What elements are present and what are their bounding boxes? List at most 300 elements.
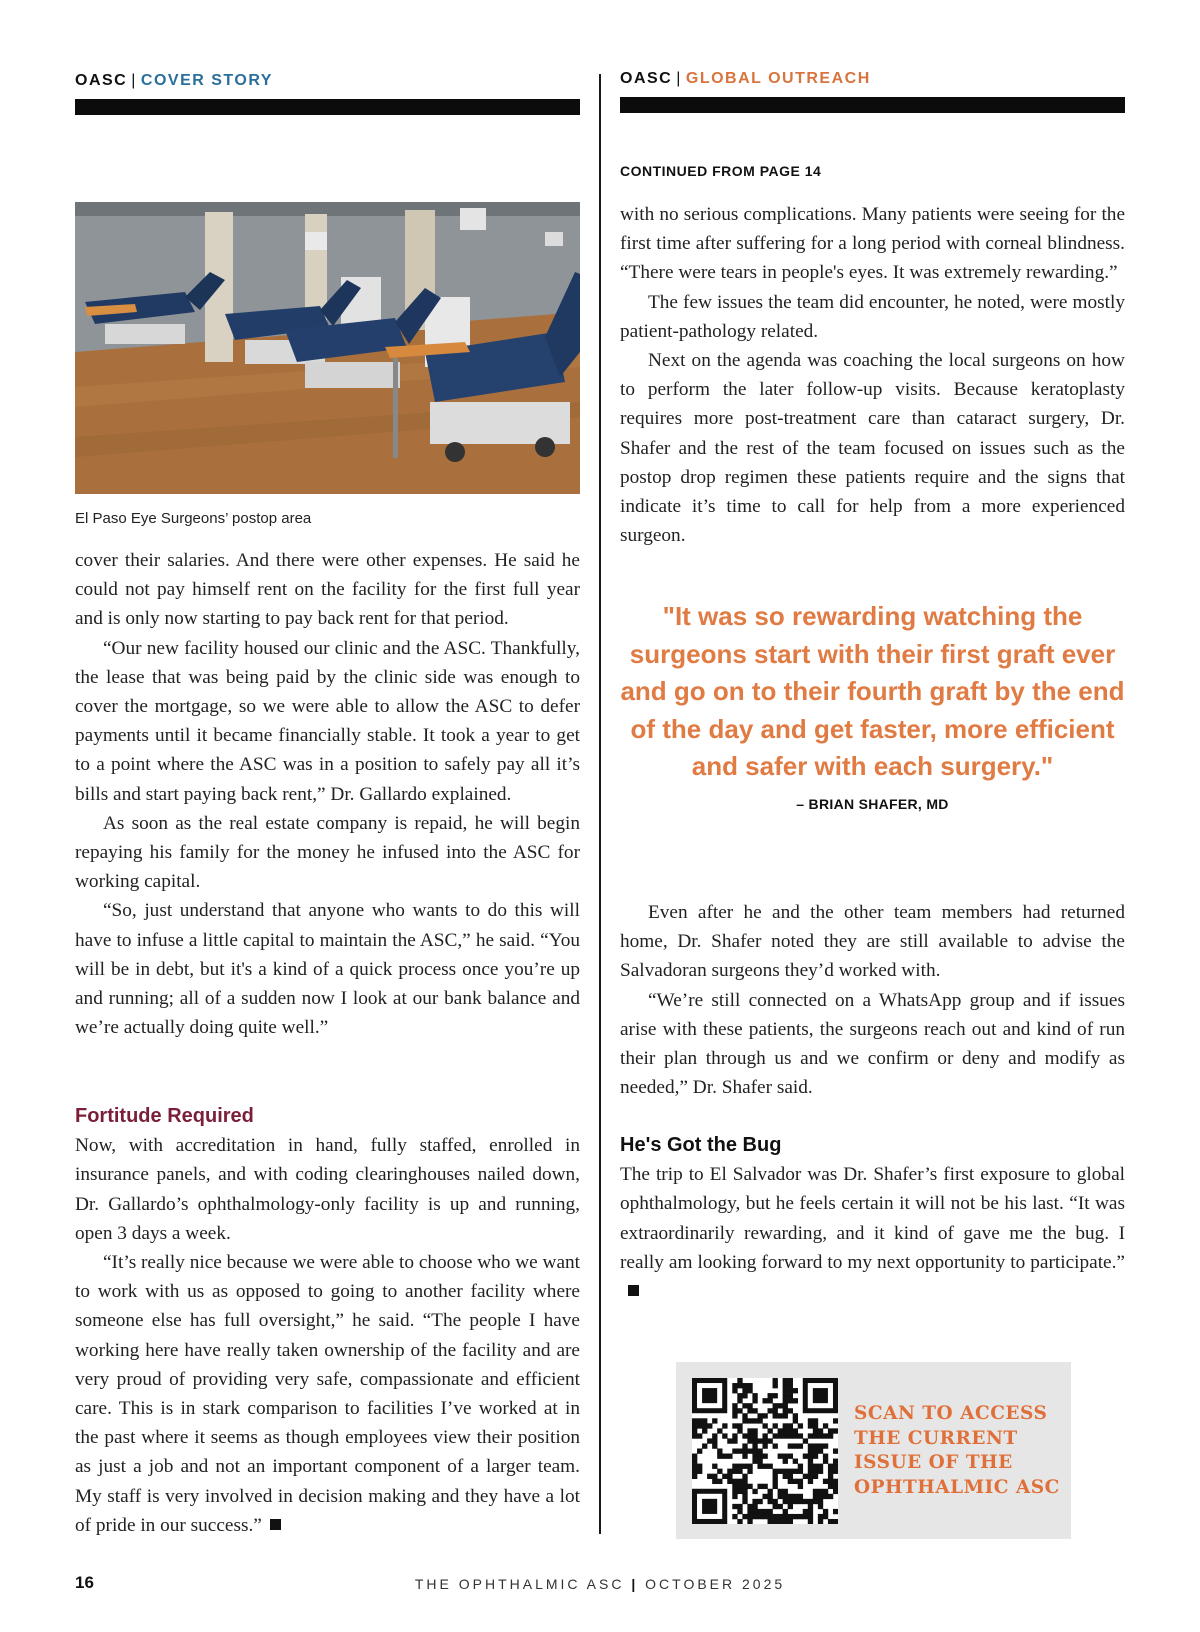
qr-module <box>757 1454 762 1459</box>
qr-module <box>702 1428 707 1433</box>
pull-quote-attribution: – BRIAN SHAFER, MD <box>796 795 949 812</box>
qr-module <box>742 1479 747 1484</box>
right-paragraph-6 <box>620 1160 1125 1306</box>
right-header-separator: | <box>676 70 682 87</box>
qr-module <box>692 1454 697 1459</box>
qr-module <box>747 1433 752 1438</box>
qr-module <box>773 1423 778 1428</box>
qr-module <box>727 1454 732 1459</box>
qr-module <box>742 1454 747 1459</box>
qr-module <box>732 1383 737 1388</box>
continued-from-label: CONTINUED FROM PAGE 14 <box>620 163 822 179</box>
qr-module <box>742 1514 747 1519</box>
qr-module <box>742 1388 747 1393</box>
qr-module <box>833 1479 838 1484</box>
qr-module <box>783 1413 788 1418</box>
qr-module <box>747 1464 752 1469</box>
qr-module <box>773 1413 778 1418</box>
qr-module <box>808 1479 813 1484</box>
qr-module <box>762 1443 767 1448</box>
qr-module <box>793 1413 798 1418</box>
qr-module <box>783 1423 788 1428</box>
qr-module <box>732 1408 737 1413</box>
qr-module <box>788 1423 793 1428</box>
qr-module <box>813 1499 818 1504</box>
qr-module <box>808 1459 813 1464</box>
qr-module <box>717 1428 722 1433</box>
qr-module <box>798 1499 803 1504</box>
qr-module <box>752 1428 757 1433</box>
qr-module <box>793 1433 798 1438</box>
qr-module <box>778 1413 783 1418</box>
qr-module <box>813 1428 818 1433</box>
qr-module <box>828 1464 833 1469</box>
qr-module <box>768 1519 773 1524</box>
qr-module <box>808 1433 813 1438</box>
qr-module <box>803 1438 808 1443</box>
qr-module <box>732 1489 737 1494</box>
qr-module <box>808 1448 813 1453</box>
qr-module <box>818 1428 823 1433</box>
qr-module <box>833 1459 838 1464</box>
qr-module <box>742 1494 747 1499</box>
qr-module <box>788 1398 793 1403</box>
qr-module <box>742 1489 747 1494</box>
qr-module <box>793 1514 798 1519</box>
qr-module <box>818 1504 823 1509</box>
qr-module <box>747 1469 752 1474</box>
qr-module <box>783 1469 788 1474</box>
qr-module <box>773 1514 778 1519</box>
qr-module <box>798 1423 803 1428</box>
qr-module <box>788 1388 793 1393</box>
qr-module <box>828 1519 833 1524</box>
qr-module <box>823 1494 828 1499</box>
qr-module <box>702 1423 707 1428</box>
qr-module <box>773 1443 778 1448</box>
qr-module <box>773 1484 778 1489</box>
qr-module <box>732 1413 737 1418</box>
qr-module <box>798 1514 803 1519</box>
qr-module <box>833 1489 838 1494</box>
qr-module <box>808 1499 813 1504</box>
qr-module <box>742 1433 747 1438</box>
qr-module <box>757 1459 762 1464</box>
qr-module <box>778 1469 783 1474</box>
qr-module <box>692 1418 697 1423</box>
qr-module <box>757 1464 762 1469</box>
qr-module <box>752 1489 757 1494</box>
qr-module <box>813 1448 818 1453</box>
fortitude-heading: Fortitude Required <box>75 1105 254 1127</box>
left-paragraph-3: As soon as the real estate company is repaid, he will begin repaying his family for the money he infused into the ASC for working capital. <box>75 812 580 893</box>
qr-module <box>793 1443 798 1448</box>
qr-module <box>732 1494 737 1499</box>
qr-module <box>762 1454 767 1459</box>
qr-code[interactable] <box>692 1378 838 1524</box>
qr-module <box>727 1474 732 1479</box>
qr-module <box>778 1504 783 1509</box>
qr-module <box>757 1484 762 1489</box>
qr-module <box>712 1464 717 1469</box>
qr-module <box>823 1454 828 1459</box>
qr-module <box>783 1514 788 1519</box>
qr-module <box>732 1423 737 1428</box>
qr-module <box>737 1464 742 1469</box>
qr-module <box>783 1408 788 1413</box>
qr-module <box>788 1408 793 1413</box>
qr-module <box>747 1388 752 1393</box>
qr-module <box>762 1514 767 1519</box>
right-paragraph-4: Even after he and the other team members had returned home, Dr. Shafer noted they are still available to advise the Salvadoran surgeons they’d worked with. <box>620 902 1125 982</box>
qr-module <box>747 1519 752 1524</box>
bug-heading: He's Got the Bug <box>620 1134 782 1156</box>
qr-module <box>692 1423 697 1428</box>
right-column-top <box>620 200 1125 550</box>
qr-module <box>747 1403 752 1408</box>
postop-room-illustration <box>75 202 580 494</box>
qr-module <box>762 1433 767 1438</box>
right-paragraph-5: “We’re still connected on a WhatsApp group and if issues arise with these patients, the surgeons reach out and kind of run their plan through us and we confirm or deny and modify as needed,” Dr. Shafer said. <box>620 989 1125 1099</box>
qr-module <box>773 1474 778 1479</box>
qr-module <box>818 1519 823 1524</box>
qr-module <box>707 1423 712 1428</box>
qr-module <box>742 1383 747 1388</box>
qr-module <box>752 1443 757 1448</box>
qr-module <box>697 1469 702 1474</box>
qr-module <box>737 1519 742 1524</box>
qr-module <box>818 1489 823 1494</box>
qr-module <box>692 1469 697 1474</box>
left-paragraph-6 <box>75 1248 580 1540</box>
qr-module <box>773 1393 778 1398</box>
qr-module <box>793 1479 798 1484</box>
qr-module <box>783 1454 788 1459</box>
qr-module <box>742 1464 747 1469</box>
left-paragraph-1: cover their salaries. And there were other expenses. He said he could not pay himself rent on the facility for the first full year and is only now starting to pay back rent for that period. <box>75 550 580 630</box>
qr-module <box>778 1519 783 1524</box>
right-header-section: GLOBAL OUTREACH <box>685 70 871 87</box>
qr-module <box>752 1448 757 1453</box>
qr-module <box>803 1514 808 1519</box>
qr-module <box>768 1499 773 1504</box>
qr-module <box>823 1433 828 1438</box>
qr-module <box>752 1509 757 1514</box>
qr-module <box>757 1448 762 1453</box>
qr-module <box>732 1388 737 1393</box>
qr-module <box>752 1454 757 1459</box>
qr-module <box>692 1459 697 1464</box>
qr-module <box>742 1413 747 1418</box>
right-column-bottom <box>620 1131 1125 1306</box>
qr-module <box>778 1454 783 1459</box>
qr-module <box>808 1469 813 1474</box>
postop-area-photo <box>75 202 580 494</box>
qr-module <box>768 1489 773 1494</box>
qr-module <box>727 1479 732 1484</box>
qr-module <box>773 1499 778 1504</box>
qr-module <box>783 1499 788 1504</box>
left-running-header <box>75 72 273 90</box>
qr-module <box>742 1443 747 1448</box>
left-header-bar <box>75 99 580 115</box>
qr-module <box>707 1474 712 1479</box>
footer-publication: THE OPHTHALMIC ASC <box>414 1576 625 1592</box>
qr-module <box>813 1489 818 1494</box>
qr-module <box>783 1509 788 1514</box>
qr-module <box>778 1489 783 1494</box>
qr-module <box>808 1423 813 1428</box>
qr-module <box>793 1418 798 1423</box>
qr-module <box>828 1433 833 1438</box>
qr-module <box>828 1494 833 1499</box>
qr-module <box>757 1413 762 1418</box>
qr-module <box>737 1428 742 1433</box>
qr-module <box>752 1418 757 1423</box>
qr-module <box>737 1383 742 1388</box>
left-paragraph-2: “Our new facility housed our clinic and the ASC. Thankfully, the lease that was being paid by the clinic side was enough to cover the mortgage, so we were able to allow the ASC to defer payments until it became financially stable. It took a year to get to a point where the ASC was in a position to safely pay all it’s bills and start paying back rent,” Dr. Gallardo explained. <box>75 637 580 805</box>
qr-module <box>798 1494 803 1499</box>
qr-module <box>768 1398 773 1403</box>
qr-module <box>798 1479 803 1484</box>
qr-module <box>783 1388 788 1393</box>
qr-module <box>752 1514 757 1519</box>
qr-module <box>783 1393 788 1398</box>
qr-module <box>717 1454 722 1459</box>
qr-module <box>752 1459 757 1464</box>
qr-module <box>813 1443 818 1448</box>
qr-module <box>692 1433 697 1438</box>
qr-module <box>793 1388 798 1393</box>
qr-module <box>712 1474 717 1479</box>
qr-line-3: ISSUE OF THE <box>854 1452 1013 1473</box>
qr-module <box>778 1433 783 1438</box>
qr-module <box>773 1378 778 1383</box>
qr-module <box>828 1428 833 1433</box>
qr-module <box>747 1418 752 1423</box>
qr-module <box>808 1514 813 1519</box>
qr-module <box>833 1484 838 1489</box>
qr-module <box>818 1469 823 1474</box>
qr-module <box>798 1469 803 1474</box>
qr-module <box>798 1484 803 1489</box>
qr-module <box>778 1428 783 1433</box>
qr-module <box>808 1443 813 1448</box>
qr-module <box>783 1403 788 1408</box>
qr-module <box>747 1509 752 1514</box>
qr-module <box>747 1408 752 1413</box>
qr-module <box>747 1383 752 1388</box>
qr-module <box>823 1459 828 1464</box>
qr-module <box>778 1514 783 1519</box>
qr-module <box>732 1504 737 1509</box>
qr-module <box>798 1433 803 1438</box>
qr-module <box>768 1428 773 1433</box>
qr-module <box>722 1454 727 1459</box>
qr-module <box>717 1479 722 1484</box>
qr-module <box>717 1469 722 1474</box>
qr-module <box>757 1499 762 1504</box>
qr-finder-square <box>813 1388 828 1403</box>
qr-module <box>818 1464 823 1469</box>
qr-module <box>808 1454 813 1459</box>
qr-module <box>768 1494 773 1499</box>
qr-module <box>727 1438 732 1443</box>
footer-separator: | <box>631 1576 639 1592</box>
qr-module <box>762 1509 767 1514</box>
qr-module <box>813 1474 818 1479</box>
qr-module <box>742 1403 747 1408</box>
qr-module <box>813 1423 818 1428</box>
right-paragraph-1: with no serious complications. Many patients were seeing for the first time after suffering for a long period with corneal blindness. “There were tears in people's eyes. It was extremely rewarding.” <box>620 204 1125 284</box>
qr-panel[interactable] <box>676 1362 1071 1539</box>
qr-module <box>742 1418 747 1423</box>
qr-module <box>833 1418 838 1423</box>
qr-module <box>803 1454 808 1459</box>
qr-module <box>697 1423 702 1428</box>
right-header-brand: OASC <box>620 70 673 87</box>
qr-module <box>803 1509 808 1514</box>
qr-module <box>712 1433 717 1438</box>
qr-module <box>737 1423 742 1428</box>
qr-module <box>773 1504 778 1509</box>
qr-module <box>762 1438 767 1443</box>
qr-module <box>803 1474 808 1479</box>
column-divider <box>599 74 601 1534</box>
qr-module <box>768 1464 773 1469</box>
left-paragraph-5: Now, with accreditation in hand, fully staffed, enrolled in insurance panels, and with coding clearinghouses nailed down, Dr. Gallardo’s ophthalmology-only facility is up and running, open 3 days a week. <box>75 1135 580 1244</box>
qr-module <box>737 1393 742 1398</box>
qr-module <box>813 1469 818 1474</box>
qr-module <box>717 1448 722 1453</box>
qr-module <box>742 1484 747 1489</box>
qr-module <box>783 1489 788 1494</box>
qr-module <box>833 1519 838 1524</box>
photo-caption: El Paso Eye Surgeons’ postop area <box>75 510 312 527</box>
qr-module <box>833 1464 838 1469</box>
qr-module <box>712 1443 717 1448</box>
qr-module <box>752 1504 757 1509</box>
qr-module <box>747 1428 752 1433</box>
qr-module <box>712 1418 717 1423</box>
qr-module <box>768 1393 773 1398</box>
left-header-brand: OASC <box>75 72 128 89</box>
qr-module <box>793 1499 798 1504</box>
qr-module <box>808 1509 813 1514</box>
qr-module <box>762 1413 767 1418</box>
qr-module <box>732 1484 737 1489</box>
qr-module <box>783 1383 788 1388</box>
qr-module <box>823 1509 828 1514</box>
qr-module <box>818 1494 823 1499</box>
qr-module <box>808 1418 813 1423</box>
qr-module <box>783 1378 788 1383</box>
qr-module <box>752 1438 757 1443</box>
qr-module <box>808 1464 813 1469</box>
qr-module <box>737 1398 742 1403</box>
qr-module <box>813 1464 818 1469</box>
qr-line-1: SCAN TO ACCESS <box>854 1403 1048 1424</box>
qr-module <box>788 1469 793 1474</box>
qr-module <box>833 1448 838 1453</box>
qr-module <box>692 1428 697 1433</box>
qr-module <box>818 1443 823 1448</box>
page-number: 16 <box>75 1573 94 1592</box>
left-header-section: COVER STORY <box>140 72 273 89</box>
qr-module <box>813 1433 818 1438</box>
qr-module <box>773 1403 778 1408</box>
qr-module <box>762 1494 767 1499</box>
qr-module <box>722 1423 727 1428</box>
qr-module <box>707 1438 712 1443</box>
qr-module <box>737 1479 742 1484</box>
qr-module <box>732 1433 737 1438</box>
qr-module <box>793 1459 798 1464</box>
qr-module <box>828 1484 833 1489</box>
qr-module <box>712 1438 717 1443</box>
qr-module <box>788 1454 793 1459</box>
qr-module <box>762 1464 767 1469</box>
qr-module <box>788 1443 793 1448</box>
qr-module <box>768 1438 773 1443</box>
qr-module <box>813 1418 818 1423</box>
qr-module <box>692 1464 697 1469</box>
qr-module <box>762 1398 767 1403</box>
qr-module <box>747 1484 752 1489</box>
qr-module <box>783 1459 788 1464</box>
qr-module <box>798 1443 803 1448</box>
qr-module <box>828 1474 833 1479</box>
qr-module <box>752 1408 757 1413</box>
qr-module <box>737 1378 742 1383</box>
qr-module <box>697 1464 702 1469</box>
qr-module <box>732 1469 737 1474</box>
qr-module <box>778 1494 783 1499</box>
qr-module <box>818 1433 823 1438</box>
qr-module <box>742 1499 747 1504</box>
qr-module <box>783 1474 788 1479</box>
qr-module <box>732 1403 737 1408</box>
qr-module <box>783 1519 788 1524</box>
qr-module <box>732 1448 737 1453</box>
qr-module <box>762 1484 767 1489</box>
qr-module <box>783 1494 788 1499</box>
qr-module <box>783 1428 788 1433</box>
qr-line-4: OPHTHALMIC ASC <box>854 1476 1060 1498</box>
qr-module <box>788 1479 793 1484</box>
qr-module <box>737 1504 742 1509</box>
qr-module <box>742 1393 747 1398</box>
qr-module <box>722 1433 727 1438</box>
qr-module <box>747 1448 752 1453</box>
qr-module <box>818 1499 823 1504</box>
footer-date: OCTOBER 2025 <box>645 1576 786 1592</box>
pull-quote-text: "It was so rewarding watching the surgeons start with their first graft ever and go on to their fourth graft by the end of the day and get faster, more efficient and safer with each surgery." <box>620 601 1125 781</box>
qr-module <box>697 1433 702 1438</box>
qr-module <box>697 1418 702 1423</box>
qr-module <box>773 1479 778 1484</box>
qr-module <box>732 1479 737 1484</box>
qr-module <box>788 1383 793 1388</box>
qr-module <box>793 1494 798 1499</box>
publication-footer <box>0 1576 1200 1592</box>
right-paragraph-6-text: The trip to El Salvador was Dr. Shafer’s first exposure to global ophthalmology, but he feels certain it will not be his last. “It was extraordinarily rewarding, and it kind of gave me the bug. I really am looking forward to my next opportunity to participate.” <box>620 1164 1125 1273</box>
qr-module <box>828 1479 833 1484</box>
right-header-bar <box>620 97 1125 113</box>
qr-module <box>823 1443 828 1448</box>
qr-module <box>783 1398 788 1403</box>
qr-module <box>828 1469 833 1474</box>
